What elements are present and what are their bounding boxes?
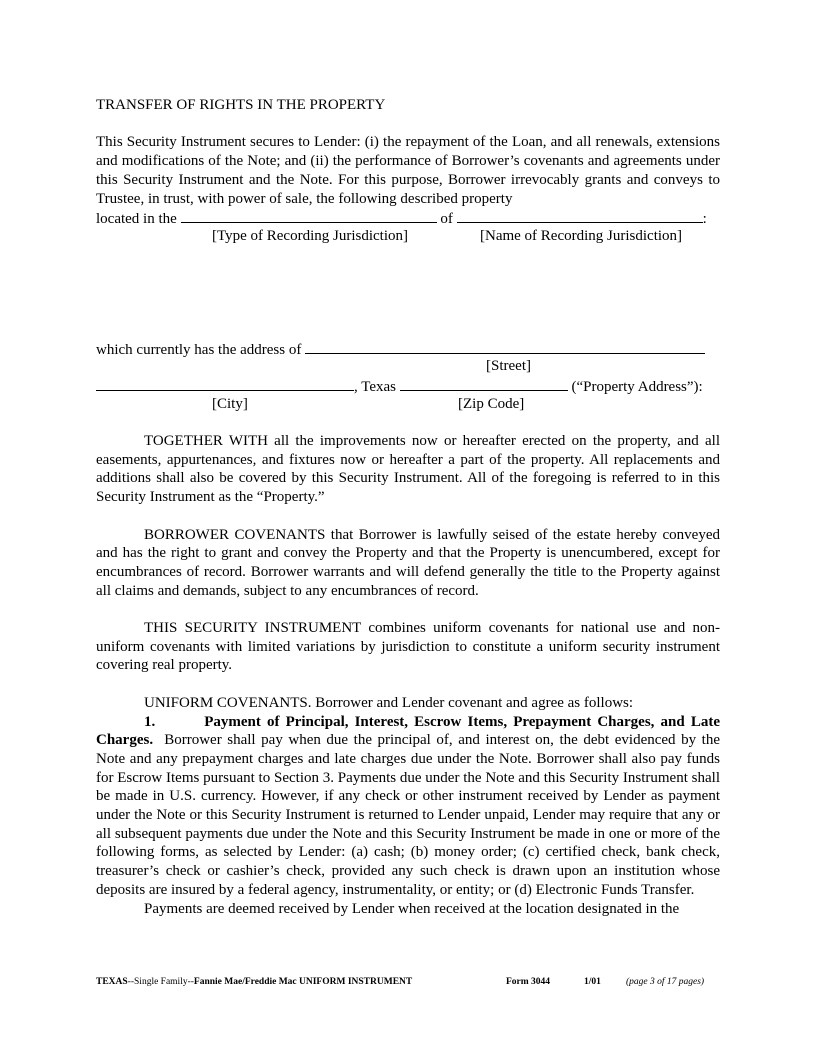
zip-caption: [Zip Code] (458, 395, 525, 412)
this-security-paragraph: THIS SECURITY INSTRUMENT combines uniform covenants for national use and non-uniform covenants with limited variations by jurisdiction to constitute a uniform security instrument covering real property. (96, 620, 720, 674)
uniform-covenants-paragraph: UNIFORM COVENANTS. Borrower and Lender covenant and agree as follows: (144, 694, 634, 711)
street-caption: [Street] (486, 358, 531, 375)
payments-deemed-paragraph: Payments are deemed received by Lender when received at the location designated in the (144, 900, 680, 917)
recording-name-blank[interactable] (457, 208, 703, 223)
city-zip-captions (96, 395, 720, 414)
together-with-paragraph: TOGETHER WITH all the improvements now or hereafter erected on the property, and all easements, appurtenances, and fixtures now or hereafter a part of the property. All replacements and additions shall also be covered by this Security Instrument. All of the foregoing is referred to in this Security Instrument as the “Property.” (96, 433, 720, 506)
city-line (96, 376, 720, 395)
zip-blank[interactable] (400, 376, 568, 391)
legal-description-space (96, 246, 720, 339)
jurisdiction-captions (96, 227, 720, 246)
address-prefix: which currently has the address of (96, 341, 302, 358)
recording-type-blank[interactable] (181, 208, 437, 223)
footer-single-family: --Single Family-- (127, 977, 194, 987)
street-blank[interactable] (305, 339, 705, 354)
borrower-covenants-paragraph: BORROWER COVENANTS that Borrower is lawfully seised of the estate hereby conveyed and has the right to grant and convey the Property and that the Property is unencumbered, except for encumbrances of record. Borrower warrants and will defend generally the title to the Property against all claims and demands, subject to any encumbrances of record. (96, 526, 720, 599)
address-line (96, 339, 720, 358)
intro-paragraph: This Security Instrument secures to Lender: (i) the repayment of the Loan, and all renewals, extensions and modifications of the Note; and (ii) the performance of Borrower’s covenants and agreements under this Security Instrument and the Note. For this purpose, Borrower irrevocably grants and conveys to Trustee, in trust, with power of sale, the following described property (96, 134, 720, 207)
city-blank[interactable] (96, 376, 354, 391)
footer-texas: TEXAS (96, 977, 128, 987)
section-heading: TRANSFER OF RIGHTS IN THE PROPERTY (96, 97, 386, 113)
located-line (96, 208, 720, 227)
located-of: of (440, 211, 453, 228)
type-caption: [Type of Recording Jurisdiction] (212, 227, 408, 244)
street-caption-row (96, 357, 720, 376)
footer-instrument (96, 973, 412, 992)
section-1-paragraph (96, 713, 720, 900)
city-caption: [City] (212, 395, 248, 412)
section-1-body: Borrower shall pay when due the principal of, and interest on, the debt evidenced by the Note and any prepayment charges and late charges due under the Note. Borrower shall also pay funds for Escrow Items pursuant to Section 3. Payments due under the Note and this Security Instrument shall be made in U.S. currency. However, if any check or other instrument received by Lender as payment under the Note or this Security Instrument is returned to Lender unpaid, Lender may require that any or all subsequent payments due under the Note and this Security Instrument be made in one or more of the following forms, as selected by Lender: (a) cash; (b) money order; (c) certified check, bank check, treasurer’s check or cashier’s check, provided any such check is drawn upon an institution whose deposits are insured by a federal agency, instrumentality, or entity; or (d) Electronic Funds Transfer. (96, 732, 721, 898)
section-1-title: Payment of Principal, Interest, Escrow Items, Prepayment Charges, and Late Charges. (96, 713, 721, 749)
section-1-number: 1. (144, 713, 156, 730)
name-caption: [Name of Recording Jurisdiction] (480, 227, 683, 244)
located-prefix: located in the (96, 211, 177, 228)
footer-page: (page 3 of 17 pages) (626, 977, 705, 987)
footer-fannie: Fannie Mae/Freddie Mac UNIFORM INSTRUMENT (193, 977, 413, 987)
located-colon: : (702, 211, 707, 228)
footer-form: Form 3044 (506, 977, 551, 987)
footer-version: 1/01 (584, 977, 601, 987)
document-page (96, 96, 720, 918)
property-address-text: (“Property Address”): (571, 378, 703, 395)
texas-text: , Texas (354, 378, 396, 395)
